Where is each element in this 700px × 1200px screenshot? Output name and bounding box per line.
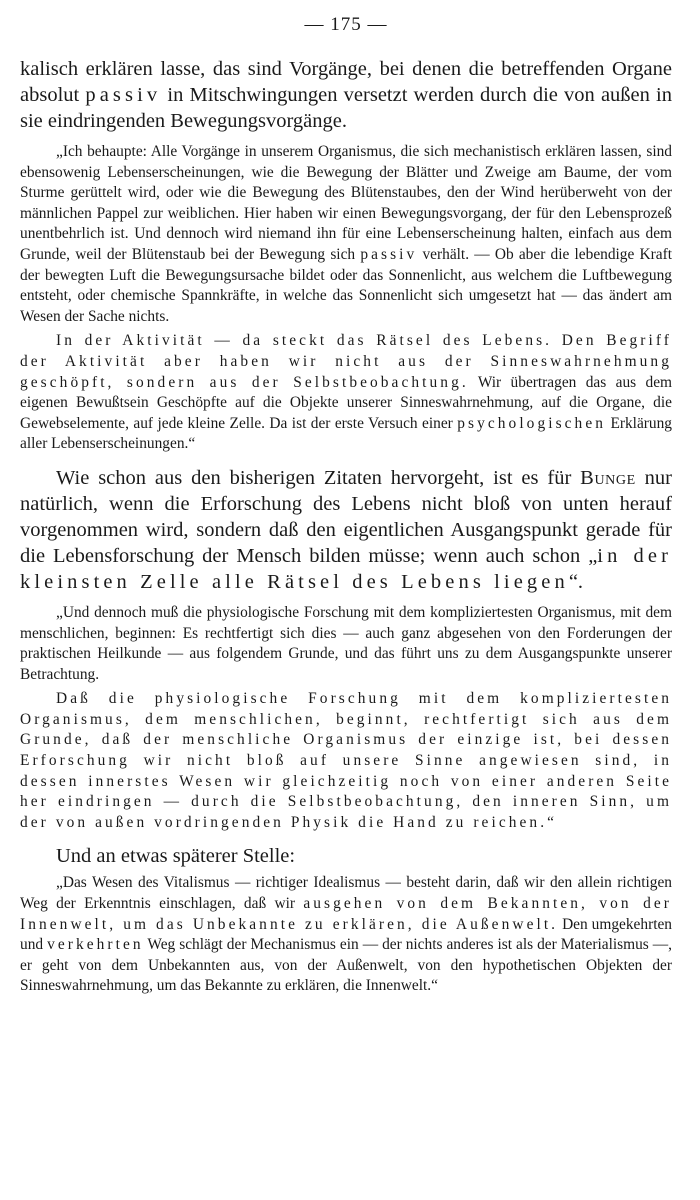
emphasis-passiv: passiv	[360, 245, 418, 263]
text-run: „Ich behaupte: Alle Vorgänge in unserem Organismus, die sich mechanistisch erklären lassen, sind ebensowenig Lebenserscheinungen, wie die Bewegung der Blätter und Zweige am Baume, der vom Sturme gerüttelt wird, oder wie die Bewegung des Blütenstaubes, den der Wind herüberweht von der männlichen Pappel zur weiblichen. Hier haben wir einen Bewegungsvorgang, der für den Lebensprozeß unentbehrlich ist. Und dennoch wird niemand ihn für eine Lebenserscheinung halten, einfach aus dem Grunde, weil der Blütenstaub bei der Bewegung sich	[20, 143, 672, 263]
author-name: Bunge	[580, 466, 636, 489]
text-run: verhält. — Ob aber die lebendige Kraft der bewegten Luft die Bewegungsursache bildet oder das Sonnenlicht, aus welchem die Luftbewegung entsteht, oder chemische Spannkräfte, in welche das Sonnenlicht sich umgesetzt hat — das ändert am Wesen der Sache nichts.	[20, 245, 673, 325]
text-run: Erklärung aller Lebenserscheinungen.“	[20, 414, 672, 453]
text-run: in Mitschwingungen versetzt werden durch die von außen in sie eindringenden Bewegungsvorgänge.	[20, 84, 672, 132]
text-run: nur natürlich, wenn die Erforschung des Lebens nicht bloß von unten herauf vorgenommen wird, sondern daß den eigentlichen Ausgangspunkt gerade für die Lebensforschung der Mensch bilden müsse; wenn auch schon „	[20, 466, 672, 567]
paragraph-continuation	[20, 56, 672, 134]
paragraph-later-passage: Und an etwas späterer Stelle:	[56, 845, 296, 868]
emphasis-psychological: psychologischen	[457, 414, 607, 432]
emphasis-known-unknown: ausgehen von dem Bekannten, von der Innenwelt, um das Unbekannte zu erklären, die Außenwelt.	[20, 895, 672, 933]
text-run: kalisch erklären lasse, das sind Vorgänge, bei denen die betreffenden Organe absolut	[20, 58, 672, 106]
emphasis-passiv: passiv	[85, 84, 162, 106]
quote-physiological-research: „Und dennoch muß die physiologische Forschung mit dem kompliziertesten Organismus, mit dem menschlichen, beginnen: Es rechtfertigt sich dies — auch ganz abgesehen von den Forderungen der praktischen Heilkunde — aus folgendem Grunde, und das führt uns zu dem Ausgangspunkte unserer Betrachtung.	[20, 603, 672, 683]
book-page	[20, 14, 672, 997]
text-run: Wir übertragen das aus dem eigenen Bewußtsein Geschöpfte auf die Objekte unserer Sinneswahrnehmung, auf die Organe, die Gewebselemente, auf jede kleine Zelle. Da ist der erste Versuch einer	[20, 373, 672, 432]
emphasis-human-organism: Daß die physiologische Forschung mit dem kompliziertesten Organismus, dem menschlichen, beginnt, rechtfertigt sich aus dem Grunde, daß der menschliche Organismus der einzige ist, bei dessen Erforschung wir nicht bloß auf unsere Sinne angewiesen sind, in dessen innerstes Wesen wir gleichzeitig noch von einer anderen Seite her eindringen — durch die Selbstbeobachtung, den inneren Sinn, um der von außen vordringenden Physik die Hand zu reichen.	[20, 690, 672, 831]
text-run: “.	[568, 570, 584, 593]
page-number: — 175 —	[304, 14, 388, 35]
text-run: Wie schon aus den bisherigen Zitaten hervorgeht, ist es für	[56, 466, 581, 489]
emphasis-reversed: verkehrten	[47, 936, 144, 954]
text-run: Den umgekehrten und	[20, 915, 672, 954]
emphasis-cell-riddle: in der kleinsten Zelle alle Rätsel des Lebens liegen	[20, 544, 672, 593]
quote-human-organism	[20, 689, 672, 833]
emphasis-activity: In der Aktivität — da steckt das Rätsel des Lebens. Den Begriff der Aktivität aber haben wir nicht aus der Sinneswahrnehmung geschöpft, sondern aus der Selbstbeobachtung.	[20, 332, 672, 391]
quote-passive-motion	[20, 142, 672, 327]
text-run: “	[547, 813, 554, 831]
text-run: Weg schlägt der Mechanismus ein — der nichts anderes ist als der Materialismus —, er geht von dem Unbekannten aus, von der Außenwelt, von den hypothetischen Objekten der Sinneswahrnehmung, um das Bekannte zu erklären, die Innenwelt.“	[20, 936, 672, 995]
quote-vitalism	[20, 873, 672, 997]
text-run: „Das Wesen des Vitalismus — richtiger Idealismus — besteht darin, daß wir den allein richtigen Weg der Erkenntnis einschlagen, daß wir	[20, 874, 672, 913]
quote-activity	[20, 331, 672, 455]
paragraph-bunge	[20, 465, 672, 595]
